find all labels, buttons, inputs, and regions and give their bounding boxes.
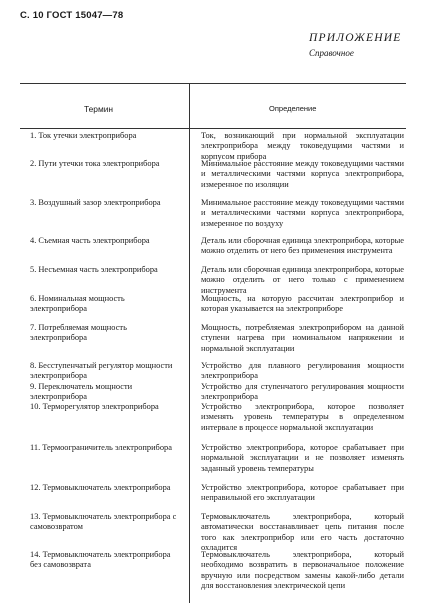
definition-cell: Деталь или сборочная единица электроприбора, которые можно отделить от него без применения инструмента [201, 236, 404, 256]
term-cell: 12. Термовыключатель электроприбора [30, 483, 171, 492]
column-header-term: Термин [84, 104, 114, 114]
term-cell: 5. Несъемная часть электроприбора [30, 265, 158, 274]
definition-cell: Устройство для плавного регулирования мощности электроприбора [201, 361, 404, 381]
term-cell: 1. Ток утечки электроприбора [30, 131, 137, 140]
appendix-title: ПРИЛОЖЕНИЕ [309, 32, 402, 44]
term-cell: 14. Термовыключатель электроприбора без самовозврата [30, 550, 171, 570]
column-header-definition: Определение [269, 104, 317, 113]
definition-cell: Устройство электроприбора, которое позволяет изменять уровень температуры в определенном интервале в процессе нормальной эксплуатации [201, 402, 404, 432]
term-cell: 6. Номинальная мощность электроприбора [30, 294, 125, 314]
definition-cell: Устройство для ступенчатого регулирования мощности электроприбора [201, 382, 404, 402]
definition-cell: Мощность, на которую рассчитан электроприбор и которая указывается на электроприборе [201, 294, 404, 314]
term-cell: 13. Термовыключатель электроприбора с самовозвратом [30, 512, 177, 532]
page-header: С. 10 ГОСТ 15047—78 [20, 10, 124, 21]
term-cell: 2. Пути утечки тока электроприбора [30, 159, 160, 168]
table-top-rule [20, 83, 406, 84]
term-cell: 11. Термоограничитель электроприбора [30, 443, 172, 452]
table-column-divider [189, 83, 190, 603]
appendix-subtitle: Справочное [309, 48, 354, 58]
term-cell: 9. Переключатель мощности электроприбора [30, 382, 133, 402]
definition-cell: Минимальное расстояние между токоведущими частями и металлическими частями корпуса электроприбора, измеренное по изоляции [201, 159, 404, 189]
terms-table [20, 83, 406, 603]
definition-cell: Деталь или сборочная единица электроприбора, которые можно отделить от него только с применением инструмента [201, 265, 404, 295]
definition-cell: Термовыключатель электроприбора, который необходимо возвратить в первоначальное положение вручную или посредством замены какой-либо детали для восстановления электрической цепи [201, 550, 404, 591]
definition-cell: Термовыключатель электроприбора, который автоматически восстанавливает цепь питания после того как электроприбор или его часть достаточно охладится [201, 512, 404, 553]
term-cell: 4. Съемная часть электроприбора [30, 236, 150, 245]
term-cell: 3. Воздушный зазор электроприбора [30, 198, 161, 207]
term-cell: 8. Бесступенчатый регулятор мощности электроприбора [30, 361, 173, 381]
definition-cell: Устройство электроприбора, которое срабатывает при неправильной его эксплуатации [201, 483, 404, 503]
definition-cell: Мощность, потребляемая электроприбором на данной ступени нагрева при номинальном напряжении и нормальной эксплуатации [201, 323, 404, 353]
term-cell: 10. Терморегулятор электроприбора [30, 402, 159, 411]
definition-cell: Устройство электроприбора, которое срабатывает при нормальной эксплуатации и не позволяет изменять заданный уровень температуры [201, 443, 404, 473]
definition-cell: Минимальное расстояние между токоведущими частями и металлическими частями корпуса электроприбора, измеренное по воздуху [201, 198, 404, 228]
definition-cell: Ток, возникающий при нормальной эксплуатации электроприбора между токоведущими частями и корпусом прибора [201, 131, 404, 161]
table-header-rule [20, 128, 406, 129]
term-cell: 7. Потребляемая мощность электроприбора [30, 323, 127, 343]
